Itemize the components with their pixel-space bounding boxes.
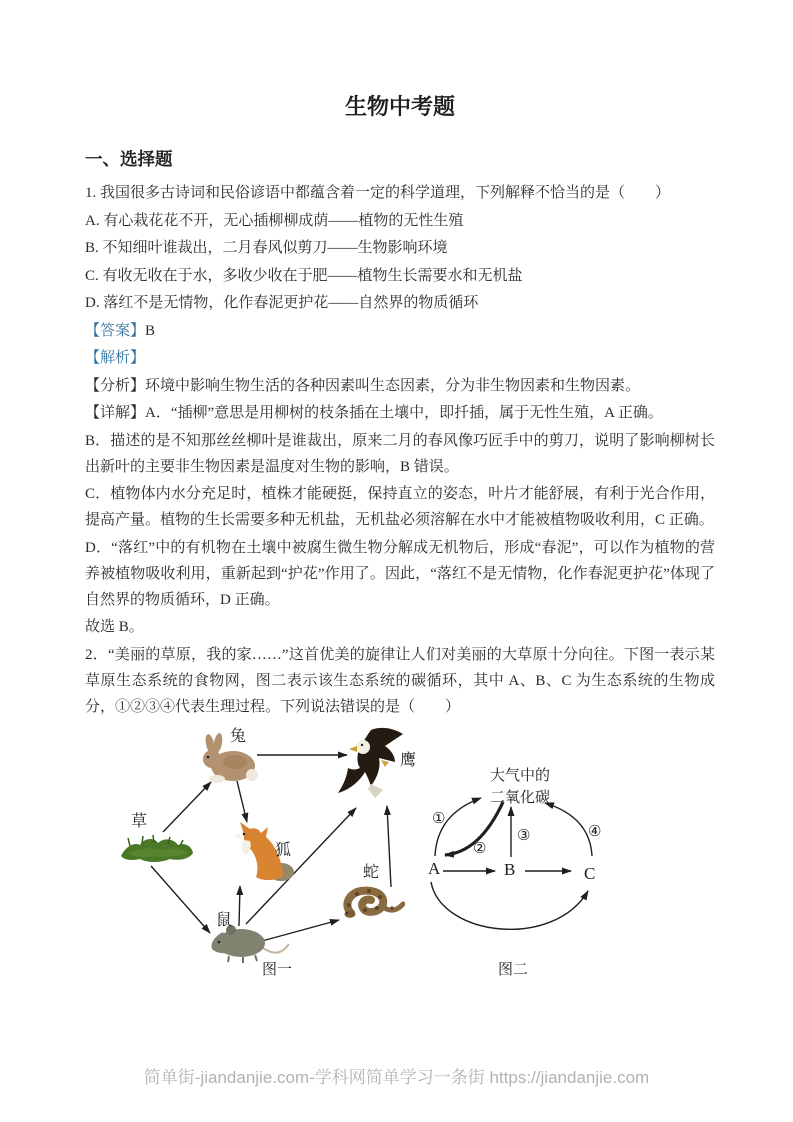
question-1-option-d: D. 落红不是无情物，化作春泥更护花——自然界的物质循环 xyxy=(85,295,479,311)
figure2-caption: 图二 xyxy=(498,961,529,978)
process-4-label: ④ xyxy=(588,823,602,840)
answer-value: B xyxy=(145,322,156,339)
conclusion-line: 故选 B。 xyxy=(85,619,144,635)
grass-label: 草 xyxy=(131,812,148,830)
snake-label: 蛇 xyxy=(363,863,380,881)
co2-label-line1: 大气中的 xyxy=(489,767,550,784)
co2-label xyxy=(477,765,563,809)
mouse-label: 鼠 xyxy=(216,911,233,929)
rabbit-label: 兔 xyxy=(230,727,247,745)
detail-paragraph-c: C．植物体内水分充足时，植株才能硬挺，保持直立的姿态，叶片才能舒展，有利于光合作用，提高产量。植物的生长需要多种无机盐，无机盐必须溶解在水中才能被植物吸收利用，C 正确。 xyxy=(85,486,715,528)
analysis-paragraph: 【分析】环境中影响生物生活的各种因素叫生态因素，分为非生物因素和生物因素。 xyxy=(85,377,641,394)
question-1-option-a: A. 有心栽花花不开，无心插柳柳成荫——植物的无性生殖 xyxy=(85,212,464,229)
fox-label: 狐 xyxy=(275,841,292,859)
question-1-stem: 1. 我国很多古诗词和民俗谚语中都蕴含着一定的科学道理，下列解释不恰当的是（ ） xyxy=(85,185,671,201)
detail-paragraph-b: B．描述的是不知那丝丝柳叶是谁裁出，原来二月的春风像巧匠手中的剪刀，说明了影响柳树长出新叶的主要非生物因素是温度对生物的影响，B 错误。 xyxy=(85,432,715,475)
analysis-heading: 【解析】 xyxy=(85,350,146,366)
footer-link[interactable]: 简单街-jiandanjie.com-学科网简单学习一条街 https://jiandanjie.com xyxy=(143,1068,650,1087)
process-3-label: ③ xyxy=(517,827,531,844)
eagle-illustration xyxy=(335,726,405,806)
document-content xyxy=(85,92,715,984)
process-2-label: ② xyxy=(473,840,487,857)
question-2-stem: 2．“美丽的草原，我的家……”这首优美的旋律让人们对美丽的大草原十分向往。下图一表示某草原生态系统的食物网，图二表示该生态系统的碳循环，其中 A、B、C 为生态系统的生物成分，①②③④代表生理过程。下列说法错误的是（ ） xyxy=(85,646,715,715)
eagle-label: 鹰 xyxy=(400,751,417,769)
process-1-label: ① xyxy=(432,810,446,827)
grass-illustration xyxy=(118,834,196,864)
answer-line xyxy=(85,318,715,344)
node-b-label: B xyxy=(504,859,516,879)
detail-paragraph-a: 【详解】A．“插柳”意思是用柳树的枝条插在土壤中，即扦插，属于无性生殖，A 正确。 xyxy=(85,405,663,421)
node-c-label: C xyxy=(584,863,596,883)
section-heading: 一、选择题 xyxy=(85,149,173,169)
figure1-caption: 图一 xyxy=(262,961,293,978)
question-1-option-b: B. 不知细叶谁裁出，二月春风似剪刀——生物影响环境 xyxy=(85,240,448,256)
answer-label: 【答案】 xyxy=(85,322,146,339)
rabbit-illustration xyxy=(197,732,259,784)
node-a-label: A xyxy=(428,858,441,878)
co2-label-line2: 二氧化碳 xyxy=(489,789,550,806)
figure-area xyxy=(85,724,715,984)
snake-illustration xyxy=(337,877,405,924)
question-1-option-c: C. 有收无收在于水，多收少收在于肥——植物生长需要水和无机盐 xyxy=(85,267,523,284)
detail-paragraph-d: D．“落红”中的有机物在土壤中被腐生微生物分解成无机物后，形成“春泥”，可以作为植物的营养被植物吸收利用，重新起到“护花”作用了。因此，“落红不是无情物，化作春泥更护花”体现了自然界的物质循环，D 正确。 xyxy=(85,539,715,608)
doc-title: 生物中考题 xyxy=(344,94,455,119)
